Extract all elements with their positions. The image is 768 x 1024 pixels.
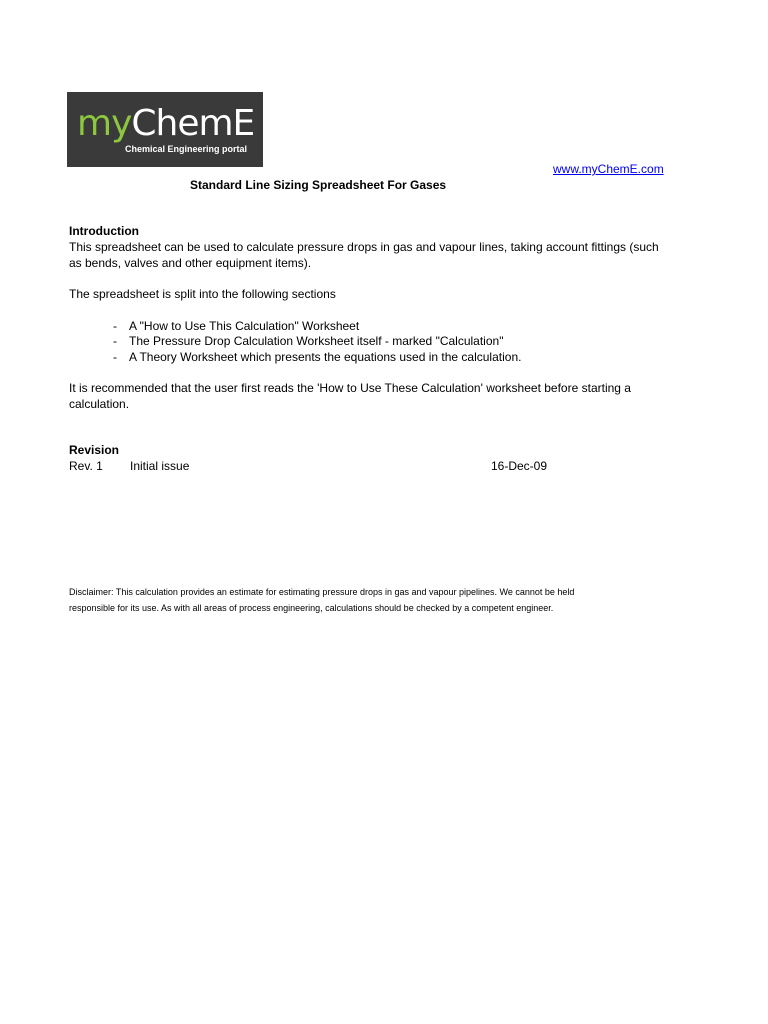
bullet-dash-1: - [113,319,117,333]
website-link[interactable]: www.myChemE.com [553,162,664,176]
disclaimer-line-2: responsible for its use. As with all areas of process engineering, calculations should be checked by a competent engineer. [69,603,554,613]
section-item-3: A Theory Worksheet which presents the equations used in the calculation. [129,350,522,364]
logo-wordmark [77,104,254,144]
recommendation-line-1: It is recommended that the user first reads the 'How to Use These Calculation' worksheet before starting a [69,381,631,395]
revision-description: Initial issue [130,459,190,473]
mycheme-logo [67,92,263,167]
recommendation-line-2: calculation. [69,397,130,411]
split-intro-text: The spreadsheet is split into the following sections [69,287,336,301]
bullet-dash-2: - [113,334,117,348]
logo-my-text: my [77,103,132,144]
logo-cheme-text: ChemE [131,103,255,144]
revision-date: 16-Dec-09 [491,459,548,473]
revision-heading: Revision [69,443,120,457]
revision-number: Rev. 1 [69,459,103,473]
bullet-dash-3: - [113,350,117,364]
introduction-line-1: This spreadsheet can be used to calculate pressure drops in gas and vapour lines, taking account fittings (such [69,240,659,254]
section-item-1: A "How to Use This Calculation" Worksheet [129,319,360,333]
logo-tagline: Chemical Engineering portal [125,144,248,154]
introduction-line-2: as bends, valves and other equipment items). [69,256,312,270]
section-item-2: The Pressure Drop Calculation Worksheet itself - marked "Calculation" [129,334,504,348]
page-title: Standard Line Sizing Spreadsheet For Gases [190,178,447,192]
disclaimer-line-1: Disclaimer: This calculation provides an estimate for estimating pressure drops in gas and vapour pipelines. We cannot be held [69,587,575,597]
introduction-heading: Introduction [69,224,139,238]
